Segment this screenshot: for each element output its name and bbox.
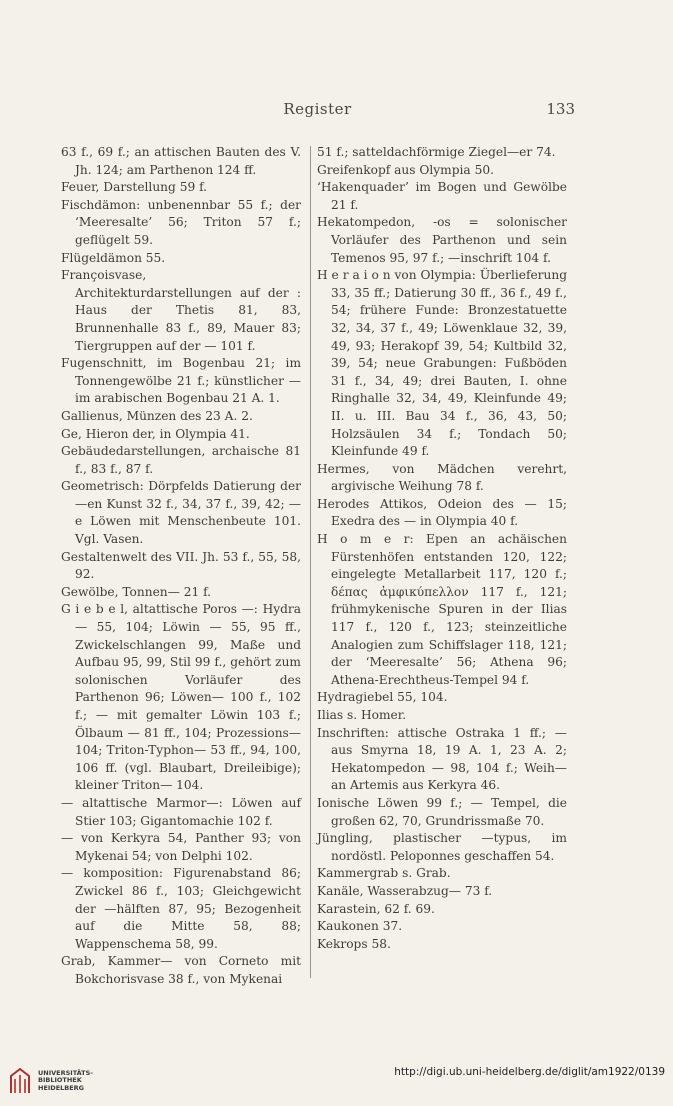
index-entry: H o m e r: Epen an achäischen Fürstenhöfen entstanden 120, 122; eingelegte Metallarbeit 117, 120 f.; δέπας ἀμφικύπελλον 117 f., 121; frühmykenische Spuren in der Ilias 117 f., 120 f., 123; steinzeitliche Analogien zum Schiffslager 118, 121; der ‘Meeresalte’ 56; Athena 96; Athena-Erechtheus-Tempel 94 f. (317, 532, 567, 687)
index-entry: — altattische Marmor—: Löwen auf Stier 103; Gigantomachie 102 f. (61, 795, 301, 828)
index-entry: 51 f.; satteldachförmige Ziegel—er 74. (317, 145, 556, 159)
index-entry: Gewölbe, Tonnen— 21 f. (61, 584, 212, 599)
index-entry: Gestaltenwelt des VII. Jh. 53 f., 55, 58, 92. (61, 549, 301, 582)
index-entry: Geometrisch: Dörpfelds Datierung der —en Kunst 32 f., 34, 37 f., 39, 42; —e Löwen mit Menschenbeute 101. Vgl. Vasen. (61, 479, 301, 547)
index-column-left (61, 144, 301, 989)
index-entry: Jüngling, plastischer —typus, im nordöstl. Peloponnes geschaffen 54. (317, 831, 567, 863)
index-entry: Ilias s. Homer. (317, 708, 407, 722)
index-entry: Grab, Kammer— von Corneto mit Bokchorisvase 38 f., von Mykenai (61, 954, 301, 986)
column-divider (310, 146, 311, 978)
index-entry: Flügeldämon 55. (61, 250, 166, 265)
index-entry: ‘Hakenquader’ im Bogen und Gewölbe 21 f. (317, 180, 567, 212)
index-entry: Kekrops 58. (317, 936, 391, 951)
page-number: 133 (546, 100, 575, 118)
library-logo (8, 1066, 93, 1096)
page-title: Register (283, 100, 352, 118)
index-entry: Gallienus, Münzen des 23 A. 2. (61, 408, 253, 423)
index-entry: Hermes, von Mädchen verehrt, argivische Weihung 78 f. (317, 461, 567, 494)
index-entry: G i e b e l, altattische Poros —: Hydra— 55, 104; Löwin — 55, 95 ff., Zwickelschlangen 99, Maße und Aufbau 95, 99, Stil 99 f., gehört zum solonischen Vorläufer des Parthenon 96; Löwen— 100 f., 102 f.; — mit gemalter Löwin 103 f.; Ölbaum — 81 ff., 104; Prozessions— 104; Triton-Typhon— 53 ff., 94, 100, 106 ff. (vgl. Blaubart, Dreileibige); kleiner Triton— 104. (61, 602, 301, 793)
index-entry: Hydragiebel 55, 104. (317, 690, 448, 705)
library-seal-icon (8, 1067, 32, 1095)
index-entry: Françoisvase, Architekturdarstellungen auf der : Haus der Thetis 81, 83, Brunnenhalle 83 f., 89, Mauer 83; Tiergruppen auf der — 101 f. (61, 268, 301, 353)
index-entry: Ge, Hieron der, in Olympia 41. (61, 426, 250, 441)
page-header (60, 100, 575, 122)
index-column-right (317, 144, 567, 953)
index-entry: Feuer, Darstellung 59 f. (61, 180, 208, 195)
source-url: http://digi.ub.uni-heidelberg.de/diglit/am1922/0139 (394, 1066, 665, 1078)
index-entry: Ionische Löwen 99 f.; — Tempel, die großen 62, 70, Grundrissmaße 70. (317, 795, 567, 828)
index-entry: Inschriften: attische Ostraka 1 ff.; — aus Smyrna 18, 19 A. 1, 23 A. 2; Hekatompedon — 98, 104 f.; Weih— an Artemis aus Kerkyra 46. (317, 725, 567, 793)
index-entry: Gebäudedarstellungen, archaische 81 f., 83 f., 87 f. (61, 444, 301, 476)
index-entry: Kammergrab s. Grab. (317, 866, 451, 881)
index-entry: H e r a i o n von Olympia: Überlieferung 33, 35 ff.; Datierung 30 ff., 36 f., 49 f., 54; frühere Funde: Bronzestatuette 32, 34, 37 f., 49; Löwenklaue 32, 39, 49, 93; Herakopf 39, 54; Kultbild 32, 39, 54; neue Grabungen: Fußböden 31 f., 34, 49; drei Bauten, I. ohne Ringhalle 32, 34, 49, Kleinfunde 49; II. u. III. Bau 34 f., 36, 43, 50; Holzsäulen 34 f.; Tondach 50; Kleinfunde 49 f. (317, 268, 567, 459)
index-entry: Hekatompedon, -os = solonischer Vorläufer des Parthenon und sein Temenos 95, 97 f.; —inschrift 104 f. (317, 215, 567, 265)
index-entry: — von Kerkyra 54, Panther 93; von Mykenai 54; von Delphi 102. (61, 831, 301, 863)
index-entry: Karastein, 62 f. 69. (317, 901, 435, 916)
index-entry: Greifenkopf aus Olympia 50. (317, 162, 494, 177)
library-logo-text: UNIVERSITÄTS- BIBLIOTHEK HEIDELBERG (38, 1068, 93, 1092)
index-entry: — komposition: Figurenabstand 86; Zwickel 86 f., 103; Gleichgewicht der —hälften 87, 95; Bezogenheit auf die Mitte 58, 88; Wappenschema 58, 99. (61, 866, 301, 951)
index-entry: 63 f., 69 f.; an attischen Bauten des V. Jh. 124; am Parthenon 124 ff. (61, 145, 301, 177)
index-entry: Herodes Attikos, Odeion des — 15; Exedra des — in Olympia 40 f. (317, 496, 567, 529)
index-entry: Kanäle, Wasserabzug— 73 f. (317, 883, 493, 898)
index-entry: Fischdämon: unbenennbar 55 f.; der ‘Meeresalte’ 56; Triton 57 f.; geflügelt 59. (61, 197, 301, 247)
index-entry: Kaukonen 37. (317, 919, 403, 934)
index-entry: Fugenschnitt, im Bogenbau 21; im Tonnengewölbe 21 f.; künstlicher — im arabischen Bogenbau 21 A. 1. (61, 356, 301, 406)
